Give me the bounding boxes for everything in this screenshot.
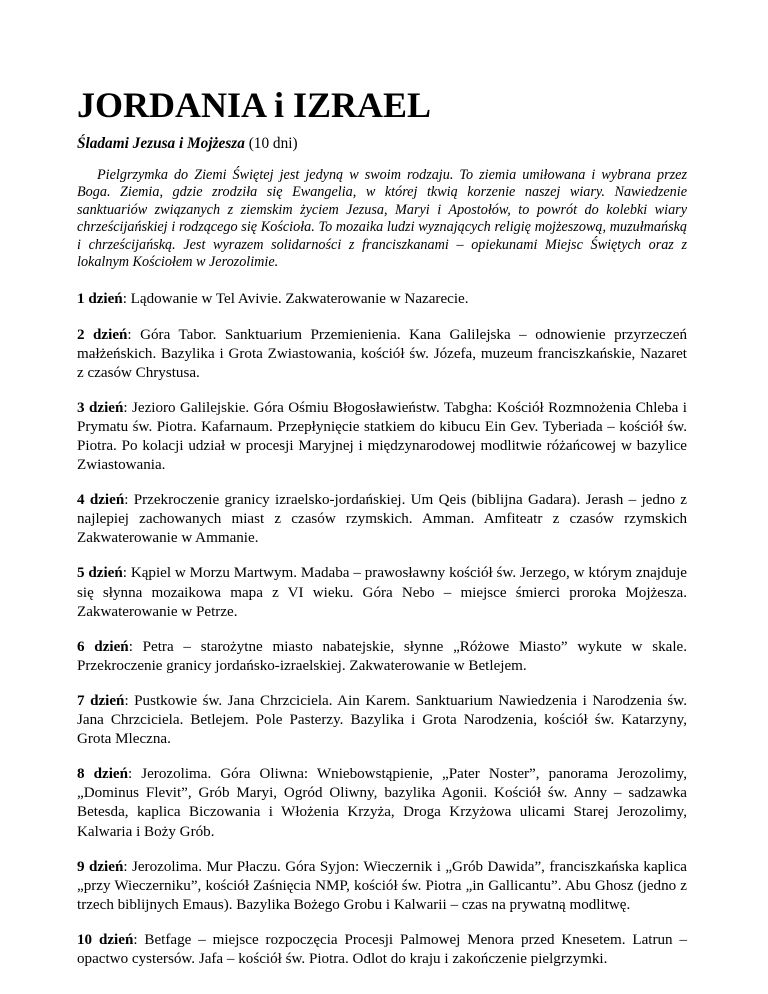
itinerary-day <box>77 692 687 749</box>
day-label: 2 dzień <box>77 326 128 343</box>
day-description: : Przekroczenie granicy izraelsko-jordańskiej. Um Qeis (biblijna Gadara). Jerash – jedno z najlepiej zachowanych miast z czasów rzymskich. Amman. Amfiteatr z czasów rzymskich Zakwaterowanie w Ammanie. <box>77 492 687 547</box>
itinerary-day <box>77 326 687 383</box>
document-page <box>77 83 687 985</box>
day-description: : Góra Tabor. Sanktuarium Przemienienia. Kana Galilejska – odnowienie przyrzeczeń małżeńskich. Bazylika i Grota Zwiastowania, kościół św. Józefa, muzeum franciszkańskie, Nazaret z czasów Chrystusa. <box>77 326 687 381</box>
day-label: 9 dzień <box>77 858 124 875</box>
itinerary-day <box>77 491 687 548</box>
day-label: 1 dzień <box>77 291 123 308</box>
subtitle-emphasis: Śladami Jezusa i Mojżesza <box>77 135 245 152</box>
itinerary-day <box>77 290 687 309</box>
itinerary-day <box>77 765 687 841</box>
day-description: : Betfage – miejsce rozpoczęcia Procesji Palmowej Menora przed Knesetem. Latrun – opactwo cystersów. Jafa – kościół św. Piotra. Odlot do kraju i zakończenie pielgrzymki. <box>77 931 687 967</box>
day-description: : Jerozolima. Mur Płaczu. Góra Syjon: Wieczernik i „Grób Dawida”, franciszkańska kaplica „przy Wieczerniku”, kościół Zaśnięcia NMP, kościół św. Piotra „in Gallicantu”. Abu Ghosz (jedno z trzech biblijnych Emaus). Bazylika Bożego Grobu i Kalwarii – czas na prywatną modlitwę. <box>77 858 688 913</box>
itinerary-day <box>77 858 687 915</box>
intro-paragraph: Pielgrzymka do Ziemi Świętej jest jedyną w swoim rodzaju. To ziemia umiłowana i wybrana przez Boga. Ziemia, gdzie zrodziła się Ewangelia, w której tkwią korzenie naszej wiary. Nawiedzenie sanktuariów związanych z ziemskim życiem Jezusa, Maryi i Apostołów, to powrót do kolebki wiary chrześcijańskiej i rodzącego się Kościoła. To mozaika ludzi wyznających religię mojżeszową, muzułmańską i chrześcijańską. Jest wyrazem solidarności z franciszkanami – opiekunami Miejsc Świętych oraz z lokalnym Kościołem w Jerozolimie. <box>77 167 687 271</box>
itinerary-day <box>77 399 687 475</box>
itinerary-day <box>77 564 687 621</box>
day-label: 5 dzień <box>77 565 123 582</box>
day-label: 7 dzień <box>77 692 125 709</box>
itinerary-day <box>77 638 687 676</box>
day-description: : Jerozolima. Góra Oliwna: Wniebowstąpienie, „Pater Noster”, panorama Jerozolimy, „Dominus Flevit”, Grób Maryi, Ogród Oliwny, bazylika Agonii. Kościół św. Anny – sadzawka Betesda, kaplica Biczowania i Włożenia Krzyża, Droga Krzyżowa ulicami Starej Jerozolimy, Kalwaria i Boży Grób. <box>77 766 687 840</box>
itinerary-list <box>77 290 687 969</box>
day-label: 4 dzień <box>77 492 125 509</box>
itinerary-day <box>77 931 687 969</box>
day-description: : Kąpiel w Morzu Martwym. Madaba – prawosławny kościół św. Jerzego, w którym znajduje się słynna mozaikowa mapa z VI wieku. Góra Nebo – miejsce śmierci proroka Mojżesza. Zakwaterowanie w Petrze. <box>77 565 687 620</box>
document-subtitle <box>77 134 687 154</box>
document-title: JORDANIA i IZRAEL <box>77 85 432 125</box>
day-label: 8 dzień <box>77 766 128 783</box>
day-label: 3 dzień <box>77 399 124 416</box>
day-label: 10 dzień <box>77 931 134 948</box>
day-label: 6 dzień <box>77 638 129 655</box>
day-description: : Petra – starożytne miasto nabatejskie, słynne „Różowe Miasto” wykute w skale. Przekroczenie granicy jordańsko-izraelskiej. Zakwaterowanie w Betlejem. <box>77 638 688 674</box>
day-description: : Jezioro Galilejskie. Góra Ośmiu Błogosławieństw. Tabgha: Kościół Rozmnożenia Chleba i Prymatu św. Piotra. Kafarnaum. Przepłynięcie statkiem do kibucu Ein Gev. Tyberiada – kościół św. Piotra. Po kolacji udział w procesji Maryjnej i międzynarodowej modlitwie różańcowej w bazylice Zwiastowania. <box>77 399 687 474</box>
day-description: : Pustkowie św. Jana Chrzciciela. Ain Karem. Sanktuarium Nawiedzenia i Narodzenia św. Jana Chrzciciela. Betlejem. Pole Pasterzy. Bazylika i Grota Narodzenia, kościół św. Katarzyny, Grota Mleczna. <box>77 692 687 748</box>
day-description: : Lądowanie w Tel Avivie. Zakwaterowanie w Nazarecie. <box>122 291 469 308</box>
subtitle-duration: (10 dni) <box>244 135 298 152</box>
